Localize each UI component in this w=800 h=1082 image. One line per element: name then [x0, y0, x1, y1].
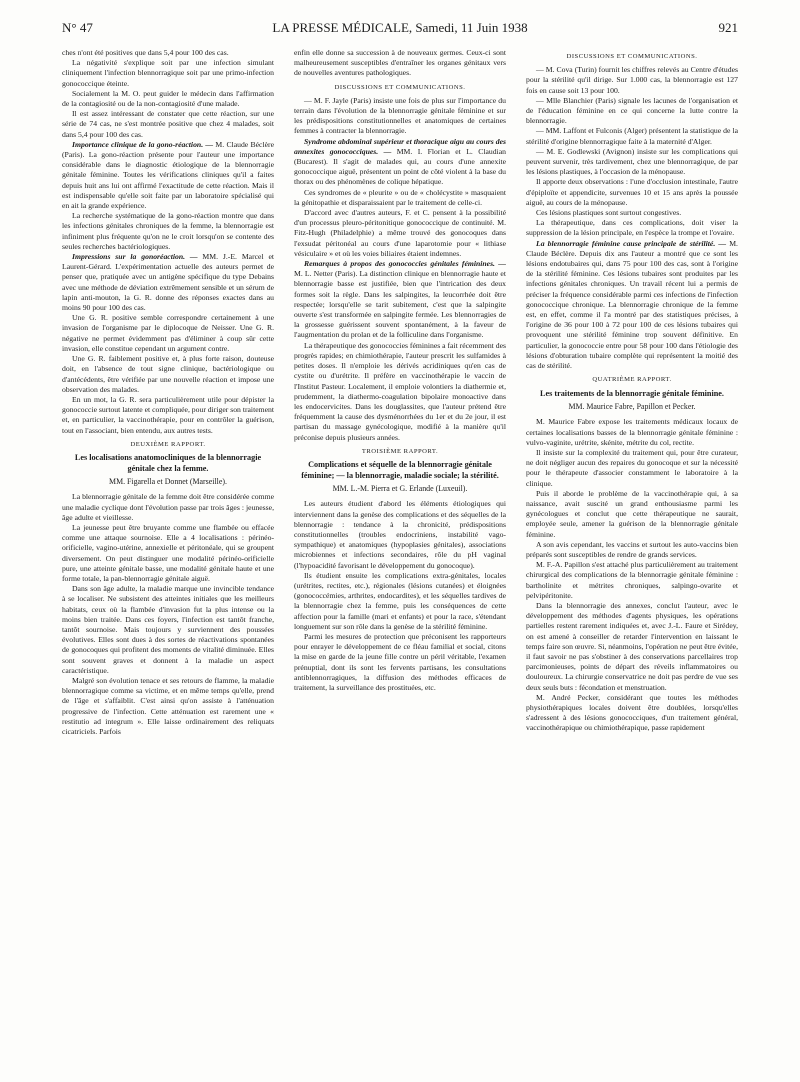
paragraph: Parmi les mesures de protection que préconisent les rapporteurs pour enrayer le développement de ce fléau familial et social, citons la mise en garde de la jeune fille contre un péril véritable, l'examen prénuptial, dont ils sont les fervents partisans, les consultations antiblennorragiques, la diffusion des méthodes efficaces de traitement, la surveillance des prostituées, etc. [294, 631, 506, 692]
paragraph: La négativité s'explique soit par une infection simulant cliniquement l'infection blennorragique soit par une primo-infection gonococcique éteinte. [62, 58, 274, 88]
paragraph: — Mlle Blanchier (Paris) signale les lacunes de l'organisation et de l'éducation féminine en ce qui concerne la lutte contre la blennorragie. [526, 95, 738, 126]
paragraph: La jeunesse peut être bruyante comme une flambée ou effacée comme une attaque sournoise. Elle a 4 localisations : périnéo-orificielle, vagino-utérine, annexielle et péritonéale, qui se groupent diversement. On peut distinguer une modalité périnéo-orificielle pure, une atteinte génitale basse, une modalité génitale haute et une forme totale, la pan-blennorragie génitale aiguë. [62, 522, 274, 583]
journal-title: LA PRESSE MÉDICALE, Samedi, 11 Juin 1938 [272, 20, 528, 35]
paragraph: Socialement la M. O. peut guider le médecin dans l'affirmation de la contagiosité ou de la non-contagiosité d'une malade. [62, 88, 274, 109]
paragraph: Dans son âge adulte, la maladie marque une invincible tendance à se localiser. Ne subsistent des atteintes initiales que les meilleurs habitats, ceux où la flambée d'invasion fut la plus intense ou la moins bien traitée. Dans ces foyers, l'infection est tantôt franche, tantôt sournoise. Mais toujours y surviennent des poussées évolutives. Elles sont dues à des sortes de réactivations spontanées de gonocoques qui profitent des moments de vitalité diminuée. Elles sont souvent graves et donnent à la maladie un aspect caractéristique. [62, 584, 274, 675]
column-2 [294, 48, 506, 1074]
paragraph: Les auteurs étudient d'abord les éléments étiologiques qui interviennent dans la genèse des complications et des séquelles de la blennorragie : tendance à la chronicité, prédispositions constitutionnelles (troubles endocriniens, instabilité vago-sympathique) et anatomiques (hypoplasies génitales), associations microbiennes et infections secondaires, rôle du pH vaginal (l'hypoacidité favorisant le développement du gonocoque). [294, 499, 506, 570]
report-title: Les traitements de la blennorragie génitale féminine. [540, 388, 724, 398]
page-number: 921 [718, 20, 738, 35]
paragraph: D'accord avec d'autres auteurs, F. et C. pensent à la possibilité d'un processus pleuro-péritonitique gonococcique de continuité. M. Fitz-Hugh (Philadelphie) a même trouvé des gonocoques dans l'exsudat péritonéal au cours d'une laparotomie pour « lithiase vésiculaire » et où les voies biliaires étaient indemnes. [294, 208, 506, 258]
discussion-label: DISCUSSIONS ET COMMUNICATIONS. [566, 53, 698, 60]
paragraph: Dans la blennorragie des annexes, conclut l'auteur, avec le développement des méthodes d'agents physiques, les opérations partielles restent rarement indiquées et, avec J.-L. Faure et Sirédey, on est amené à conseiller de retarder l'intervention en laissant le temps faire son œuvre. Si, néanmoins, l'opération ne peut être évitée, il faut savoir ne pas s'obstiner à des conservations parcellaires trop parcimonieuses, points de départ des réveils inflammatoires ou douloureux. La chirurgie conservatrice ne doit pas perdre de vue ses deux seuls buts : fécondation et menstruation. [526, 600, 738, 692]
paragraph: enfin elle donne sa succession à de nouveaux germes. Ceux-ci sont malheureusement susceptibles d'entraîner les organes génitaux vers de nouvelles aventures pathologiques. [294, 48, 506, 78]
column-1 [62, 48, 274, 1074]
report-title: Les localisations anatomocliniques de la blennorragie génitale chez la femme. [74, 452, 262, 473]
section-heading: Importance clinique de la gono-réaction. — [72, 139, 214, 149]
paragraph: Ces lésions plastiques sont surtout congestives. [536, 208, 682, 218]
paragraph: La recherche systématique de la gono-réaction montre que dans les infections génitales chroniques de la femme, la blennorragie est infiniment plus fréquente qu'on ne le croit lorsqu'on se contente des seules recherches bactériologiques. [62, 211, 274, 251]
section-heading: Remarques à propos des gonococcies génitales féminines. — [304, 259, 506, 269]
paragraph: Ces syndromes de « pleurite » ou de « cholécystite » masquaient la génitopathie et disparaissaient par le traitement de celle-ci. [294, 187, 506, 207]
section-paragraph: La blennorragie féminine cause principale de stérilité. — M. Claude Béclère. Depuis dix ans l'auteur a montré que ce sont les lésions endotubaires qui, dans 75 pour 100 des cas, sont à l'origine de la stérilité féminine. Ces lésions tubaires sont produites par les infections génitales chroniques. Un travail récent lui a permis de préciser la fréquence considérable parmi ces infections de l'infection gonococcique chronique. La blennorragie chronique de la femme est, en effet, comme il l'a montré par des statistiques précises, à l'origine de 36 pour 100 à 72 pour 100 de ces lésions tubaires qui provoquent une stérilité féminine trop souvent définitive. En particulier, la gonococcie entre pour 58 pour 100 dans l'étiologie des lésions d'obturation tubaire complète qui représentent la moitié des cas de stérilité. [526, 238, 738, 371]
paragraph: M. André Pecker, considérant que toutes les méthodes physiothérapiques locales doivent être doublées, lorsqu'elles s'adressent à des lésions gonococciques, d'un traitement général, vaccinothérapique ou chimiothérapique, passe rapidement [526, 692, 738, 733]
paragraph: Il insiste sur la complexité du traitement qui, pour être curateur, ne doit négliger aucun des repaires du gonocoque et sur la nécessité pour le thérapeute d'associer constamment le laboratoire à la clinique. [526, 447, 738, 488]
paragraph: M. F.-A. Papillon s'est attaché plus particulièrement au traitement chirurgical des complications de la blennorragie génitale féminine : bartholinite et métrites chroniques, salpingo-ovarite et pelvipéritonite. [526, 560, 738, 600]
section-heading: Impressions sur la gonoréaction. — [72, 252, 198, 262]
report-authors: MM. L.-M. Pierra et G. Erlande (Luxeuil). [332, 484, 468, 494]
paragraph: Il est assez intéressant de constater que cette réaction, sur une série de 74 cas, ne s'est montrée positive que chez 4 malades, soit dans 5,4 pour 100 des cas. [62, 109, 274, 139]
report-authors: MM. Figarella et Donnet (Marseille). [109, 477, 227, 487]
report-authors: MM. Maurice Fabre, Papillon et Pecker. [568, 402, 696, 412]
paragraph: Ils étudient ensuite les complications extra-génitales, locales (urétrites, rectites, etc.), régionales (lésions cutanées) et éloignées (gonococcémies, arthrites, endocardites), et les séquelles tardives de la blennorragie chez la femme, puis les conséquences de cette affection pour la famille (mari et enfants) et pour la race, s'étendant longuement sur son rôle dans la genèse de la stérilité féminine. [294, 570, 506, 631]
paragraph: Une G. R. faiblement positive et, à plus forte raison, douteuse doit, en l'absence de tout signe clinique, bactériologique ou d'antécédents, être vérifiée par une nouvelle réaction et impose une observation des malades. [62, 354, 274, 394]
paragraph: Il apporte deux observations : l'une d'occlusion intestinale, l'autre d'épiploïte et appendicite, survenues 10 et 15 ans après la poussée aiguë, au cours de la ménopause. [526, 177, 738, 207]
paragraph: La thérapeutique, dans ces complications, doit viser la suppression de la lésion principale, en l'espèce la trompe et l'ovaire. [526, 218, 738, 238]
report-title: Complications et séquelle de la blennorragie génitale féminine; — la blennorragie, maladie sociale; la stérilité. [301, 459, 499, 480]
paragraph: — M. E. Godlewski (Avignon) insiste sur les complications qui peuvent survenir, très tardivement, chez une blennorragique, de par les lésions plastiques, à l'occasion de la ménopause. [526, 146, 738, 177]
column-3 [526, 48, 738, 1074]
issue-number: N° 47 [62, 20, 93, 35]
paragraph: ches n'ont été positives que dans 5,4 pour 100 des cas. [62, 48, 229, 57]
report-label: QUATRIÈME RAPPORT. [592, 376, 672, 384]
paragraph: — MM. Laffont et Fulconis (Alger) présentent la statistique de la stérilité d'origine blennorragique faite à la maternité d'Alger. [526, 126, 738, 146]
section-paragraph: Importance clinique de la gono-réaction. — M. Claude Béclère (Paris). La gono-réaction présente pour l'auteur une importance considérable dans le diagnostic étiologique de la blennorragie génitale féminine. Toutes les vérifications cliniques qu'il a faites depuis huit ans lui ont affirmé l'exactitude de cette réaction. Mais il est indispensable qu'elle soit faite par un laboratoire spécialisé qui en ait la grande expérience. [62, 139, 274, 211]
article-columns [62, 48, 738, 1074]
paragraph: La blennorragie génitale de la femme doit être considérée comme une maladie cyclique dont l'évolution passe par trois âges : jeunesse, âge adulte et vieillesse. [62, 492, 274, 522]
section-paragraph: Syndrome abdominal supérieur et thoracique aigu au cours des annexites gonococciques. — MM. I. Florian et L. Claudian (Bucarest). Il s'agit de malades qui, au cours d'une annexite gonococcique aiguë, présentent un point de côté violent à la base du thorax ou des phénomènes de colique hépatique. [294, 136, 506, 187]
report-label: DEUXIÈME RAPPORT. [130, 440, 206, 448]
paragraph: Puis il aborde le problème de la vaccinothérapie qui, à sa naissance, avait suscité un grand enthousiasme parmi les gynécologues et conclut que cette thérapeutique ne saurait, employée seule, amener la guérison de la blennorragie génitale féminine. [526, 488, 738, 539]
paragraph: Malgré son évolution tenace et ses retours de flamme, la maladie blennorragique comme sa victime, et en même temps qu'elle, prend de l'âge et s'affaiblit. C'est ainsi qu'on assiste à l'atténuation progressive de l'infection. Cette atténuation est rarement une « restitutio ad integrum ». Elle laisse ordinairement des reliquats cicatriciels. Parfois [62, 675, 274, 736]
paragraph: A son avis cependant, les vaccins et surtout les auto-vaccins bien préparés sont susceptibles de rendre de grands services. [526, 539, 738, 559]
section-paragraph: Remarques à propos des gonococcies génitales féminines. — M. L. Netter (Paris). La distinction clinique en blennorragie haute et blennorragie basse est justifiée, bien que l'intrication des deux formes soit la règle. Dans les salpingites, la leucorrhée doit être respectée; lorsqu'elle se tarit subitement, c'est que la salpingite ouverte s'est transformée en salpingite fermée. Les blennorragies de la grossesse guérissent souvent spontanément, à la faveur de l'augmentation du prolan et de la folliculine dans l'organisme. [294, 259, 506, 340]
section-heading: Syndrome abdominal supérieur et thoracique aigu au cours des annexites gonococciques. — [294, 136, 506, 156]
page-header [62, 20, 738, 38]
discussion-label: DISCUSSIONS ET COMMUNICATIONS. [334, 83, 466, 91]
paragraph: — M. F. Jayle (Paris) insiste une fois de plus sur l'importance du terrain dans l'évolution de la blennorragie génitale féminine et sur les prédispositions constitutionnelles et anatomiques de certaines femmes à contracter la blennorragie. [294, 95, 506, 136]
section-paragraph: Impressions sur la gonoréaction. — MM. J.-E. Marcel et Laurent-Gérard. L'expérimentation actuelle des auteurs permet de penser que, pratiquée avec un antigène spécifique du type Debains avec une méthode de déviation extrêmement sensible et un sérum de lapin anti-mouton, la G. R. donne des réponses exactes dans au moins 90 pour 100 des cas. [62, 252, 274, 313]
paragraph: M. Maurice Fabre expose les traitements médicaux locaux de certaines localisations basses de la blennorragie génitale féminine : vulvo-vaginite, urétrite, skénite, métrite du col, rectite. [526, 417, 738, 447]
section-heading: La blennorragie féminine cause principale de stérilité. — [536, 238, 727, 248]
paragraph: En un mot, la G. R. sera particulièrement utile pour dépister la gonococcie surtout latente et compliquée, pour diriger son traitement et, en particulier, la vaccinothérapie, pour en contrôler la guérison, tout en l'associant, bien entendu, aux autres tests. [62, 394, 274, 435]
report-label: TROISIÈME RAPPORT. [361, 447, 439, 455]
paragraph: La thérapeutique des gonococcies féminines a fait récemment des progrès rapides; en chimiothérapie, l'auteur prescrit les sulfamides à petites doses. Il n'emploie les dérivés acridiniques qu'en cas de cystite ou d'urétrite. Il préfère en vaccinothérapie le vaccin de l'Institut Pasteur. Localement, il emploie volontiers la diathermie et, prudemment, la diathermo-coagulation bipolaire monoactive dans les endocervicites. Dans les douglassites, que l'auteur prétend être fréquemment la cause des dysménorrhées du 1er et du 2e jour, il est partisan du massage gynécologique, modifié à la manière qu'il préconise depuis plusieurs années. [294, 340, 506, 442]
paragraph: — M. Cova (Turin) fournit les chiffres relevés au Centre d'études pour la stérilité qu'il dirige. Sur 1.000 cas, la blennorragie est 127 fois en cause soit 13 pour 100. [526, 65, 738, 95]
paragraph: Une G. R. positive semble correspondre certainement à une invasion de l'organisme par le diplocoque de Neisser. Une G. R. négative ne permet évidemment pas d'éliminer à coup sûr cette invasion, elle constitue cependant un argument contre. [62, 313, 274, 353]
